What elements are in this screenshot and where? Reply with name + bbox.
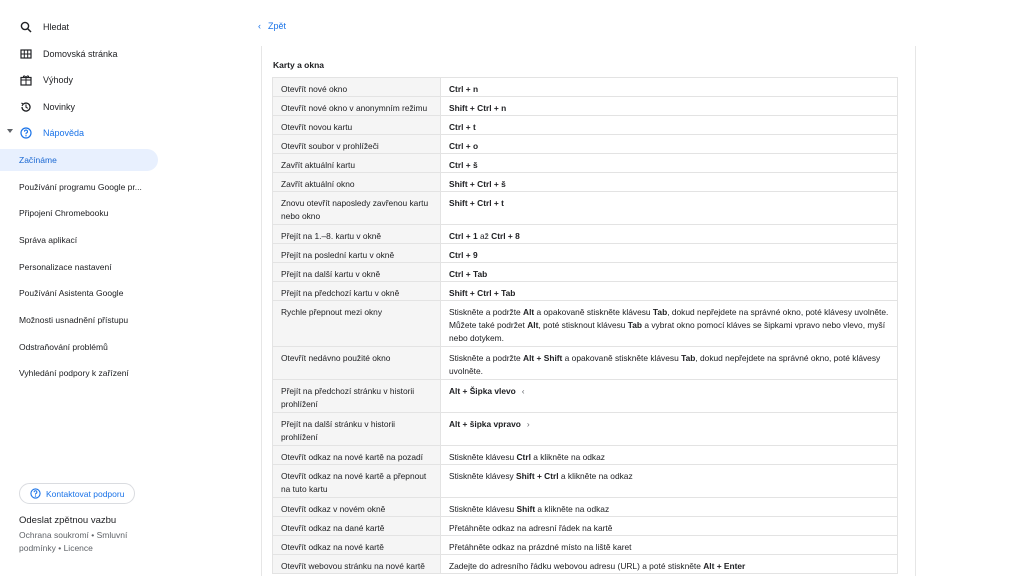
key-combo: Shift + Ctrl + š: [449, 179, 506, 189]
sidebar-item-getting-started[interactable]: Začínáme: [0, 149, 158, 171]
history-icon: [19, 100, 33, 114]
chevron-left-icon: ‹: [258, 21, 261, 31]
table-row: [273, 173, 898, 192]
back-label: Zpět: [268, 21, 287, 31]
table-row: [273, 380, 898, 413]
contact-support-button[interactable]: [19, 483, 135, 504]
shortcut-keys: [441, 263, 898, 282]
shortcut-text: a opakovaně stiskněte klávesu: [534, 307, 653, 317]
key-combo: Shift + Ctrl + t: [449, 198, 504, 208]
key-combo: Alt + Šipka vlevo: [449, 386, 516, 396]
shortcut-action: Zavřít aktuální kartu: [273, 154, 441, 173]
shortcut-text: Zadejte do adresního řádku webovou adresu (URL) a poté stiskněte: [449, 561, 704, 571]
shortcut-action: Otevřít soubor v prohlížeči: [273, 135, 441, 154]
key-combo: Alt: [523, 307, 535, 317]
shortcut-keys: [441, 78, 898, 97]
shortcut-keys: [441, 154, 898, 173]
table-row: [273, 301, 898, 347]
key-combo: Ctrl + o: [449, 141, 479, 151]
shortcut-keys: [441, 282, 898, 301]
key-combo: Ctrl + 9: [449, 250, 478, 260]
table-row: [273, 517, 898, 536]
key-combo: Shift: [516, 504, 536, 514]
key-combo: Tab: [652, 307, 668, 317]
key-combo: Ctrl + š: [449, 160, 478, 170]
nav-item-news[interactable]: [0, 94, 158, 120]
table-row: [273, 347, 898, 380]
shortcut-action: Přejít na předchozí kartu v okně: [273, 282, 441, 301]
help-circle-icon: [30, 488, 41, 499]
sidebar: [0, 0, 162, 576]
shortcut-keys: [441, 116, 898, 135]
table-row: [273, 154, 898, 173]
key-combo: Ctrl + 8: [491, 231, 520, 241]
expand-caret-icon[interactable]: [7, 129, 13, 133]
table-row: [273, 192, 898, 225]
key-combo: Ctrl: [516, 452, 531, 462]
table-row: [273, 225, 898, 244]
table-row: [273, 282, 898, 301]
shortcut-keys: [441, 555, 898, 574]
shortcut-action: Otevřít nové okno: [273, 78, 441, 97]
sidebar-item-manage-apps[interactable]: Správa aplikací: [19, 235, 78, 245]
table-row: [273, 498, 898, 517]
shortcut-keys: [441, 413, 898, 446]
shortcut-keys: [441, 517, 898, 536]
gift-icon: [19, 73, 33, 87]
key-combo: Shift + Ctrl: [516, 471, 559, 481]
chevron-left-icon: ‹: [521, 386, 525, 396]
key-combo: Tab: [681, 353, 696, 363]
search-icon: [19, 20, 33, 34]
back-link[interactable]: [258, 21, 286, 31]
shortcut-text: Přetáhněte odkaz na adresní řádek na kartě: [449, 523, 613, 533]
shortcut-text: , dokud nepřejdete na správné okno, poté klávesy uvolněte. Můžete také podržet: [449, 307, 889, 330]
key-combo: Alt + Shift: [523, 353, 563, 363]
table-row: [273, 135, 898, 154]
table-row: [273, 413, 898, 446]
nav-item-label: Výhody: [43, 75, 74, 85]
help-circle-icon: [19, 126, 33, 140]
shortcut-action: Otevřít odkaz na nové kartě na pozadí: [273, 446, 441, 465]
shortcut-keys: [441, 380, 898, 413]
nav-item-home[interactable]: [0, 41, 158, 67]
shortcut-text: Stiskněte klávesy: [449, 471, 517, 481]
shortcut-text: a vybrat okno pomocí kláves se šipkami vpravo nebo vlevo, myší nebo dotykem.: [449, 320, 886, 343]
contact-support-label: Kontaktovat podporu: [46, 488, 125, 499]
terms-link[interactable]: Smluvní podmínky: [19, 530, 128, 553]
shortcuts-table: [272, 77, 898, 574]
send-feedback-link[interactable]: Odeslat zpětnou vazbu: [19, 515, 117, 526]
shortcut-action: Otevřít odkaz na nové kartě: [273, 536, 441, 555]
shortcut-keys: [441, 446, 898, 465]
shortcut-action: Přejít na poslední kartu v okně: [273, 244, 441, 263]
footer-links: [19, 529, 149, 555]
shortcut-keys: [441, 244, 898, 263]
shortcut-action: Přejít na 1.–8. kartu v okně: [273, 225, 441, 244]
shortcut-action: Otevřít odkaz v novém okně: [273, 498, 441, 517]
shortcut-action: Přejít na předchozí stránku v historii prohlížení: [273, 380, 441, 413]
home-grid-icon: [19, 47, 33, 61]
shortcut-text: a klikněte na odkaz: [530, 452, 605, 462]
shortcut-text: až: [477, 231, 492, 241]
sidebar-item-connect-chromebook[interactable]: Připojení Chromebooku: [19, 208, 109, 218]
key-combo: Ctrl + Tab: [449, 269, 488, 279]
shortcut-text: , poté stisknout klávesu: [538, 320, 628, 330]
sidebar-item-troubleshooting[interactable]: Odstraňování problémů: [19, 342, 108, 352]
table-row: [273, 555, 898, 574]
shortcut-keys: [441, 225, 898, 244]
shortcut-text: a klikněte na odkaz: [535, 504, 610, 514]
table-row: [273, 446, 898, 465]
shortcut-action: Otevřít novou kartu: [273, 116, 441, 135]
key-combo: Tab: [627, 320, 643, 330]
privacy-link[interactable]: Ochrana soukromí: [19, 530, 89, 540]
sidebar-item-using-google-program[interactable]: Používání programu Google pr...: [19, 182, 142, 192]
key-combo: Ctrl + 1: [449, 231, 478, 241]
shortcut-keys: [441, 498, 898, 517]
sidebar-item-device-support[interactable]: Vyhledání podpory k zařízení: [19, 368, 129, 378]
shortcut-text: Přetáhněte odkaz na prázdné místo na liště karet: [449, 542, 632, 552]
shortcut-keys: [441, 347, 898, 380]
shortcut-text: Stiskněte klávesu: [449, 452, 517, 462]
shortcut-action: Rychle přepnout mezi okny: [273, 301, 441, 347]
key-combo: Ctrl + n: [449, 84, 479, 94]
nav-item-label: Nápověda: [43, 128, 85, 138]
table-row: [273, 263, 898, 282]
nav-item-search[interactable]: [0, 14, 158, 40]
shortcut-action: Přejít na další kartu v okně: [273, 263, 441, 282]
shortcut-action: Otevřít nedávno použité okno: [273, 347, 441, 380]
table-row: [273, 465, 898, 498]
shortcut-keys: [441, 173, 898, 192]
footer-separator: •: [58, 543, 64, 553]
shortcut-text: Stiskněte klávesu: [449, 504, 517, 514]
shortcut-action: Otevřít webovou stránku na nové kartě: [273, 555, 441, 574]
shortcut-keys: [441, 192, 898, 225]
shortcut-text: Stiskněte a podržte: [449, 307, 524, 317]
shortcut-action: Zavřít aktuální okno: [273, 173, 441, 192]
shortcut-keys: [441, 97, 898, 116]
key-combo: Alt: [527, 320, 539, 330]
shortcut-keys: [441, 135, 898, 154]
shortcut-keys: [441, 536, 898, 555]
nav-item-label: Domovská stránka: [43, 49, 118, 59]
shortcut-action: Přejít na další stránku v historii prohlížení: [273, 413, 441, 446]
table-row: [273, 244, 898, 263]
key-combo: Alt + Enter: [703, 561, 746, 571]
shortcut-action: Otevřít nové okno v anonymním režimu: [273, 97, 441, 116]
footer-separator: •: [91, 530, 97, 540]
key-combo: Shift + Ctrl + Tab: [449, 288, 516, 298]
nav-item-help[interactable]: [0, 120, 158, 146]
shortcut-action: Znovu otevřít naposledy zavřenou kartu nebo okno: [273, 192, 441, 225]
nav-item-perks[interactable]: [0, 67, 158, 93]
shortcut-keys: [441, 465, 898, 498]
table-row: [273, 536, 898, 555]
shortcut-text: a opakovaně stiskněte klávesu: [562, 353, 682, 363]
section-title: Karty a okna: [273, 60, 325, 70]
shortcut-keys: [441, 301, 898, 347]
shortcut-text: a klikněte na odkaz: [558, 471, 633, 481]
shortcut-text: Stiskněte a podržte: [449, 353, 524, 363]
table-row: [273, 97, 898, 116]
table-row: [273, 116, 898, 135]
sidebar-item-accessibility[interactable]: Možnosti usnadnění přístupu: [19, 315, 129, 325]
shortcut-text: , dokud nepřejdete na správné okno, poté klávesy uvolněte.: [449, 353, 881, 376]
table-row: [273, 78, 898, 97]
shortcut-action: Otevřít odkaz na nové kartě a přepnout na tuto kartu: [273, 465, 441, 498]
sidebar-item-personalize-settings[interactable]: Personalizace nastavení: [19, 262, 112, 272]
key-combo: Alt + šipka vpravo: [449, 419, 521, 429]
key-combo: Shift + Ctrl + n: [449, 103, 507, 113]
nav-item-label: Novinky: [43, 102, 76, 112]
license-link[interactable]: Licence: [63, 543, 93, 553]
chevron-right-icon: ›: [526, 419, 530, 429]
shortcut-action: Otevřít odkaz na dané kartě: [273, 517, 441, 536]
sidebar-item-google-assistant[interactable]: Používání Asistenta Google: [19, 288, 124, 298]
nav-item-label: Hledat: [43, 22, 70, 32]
key-combo: Ctrl + t: [449, 122, 476, 132]
